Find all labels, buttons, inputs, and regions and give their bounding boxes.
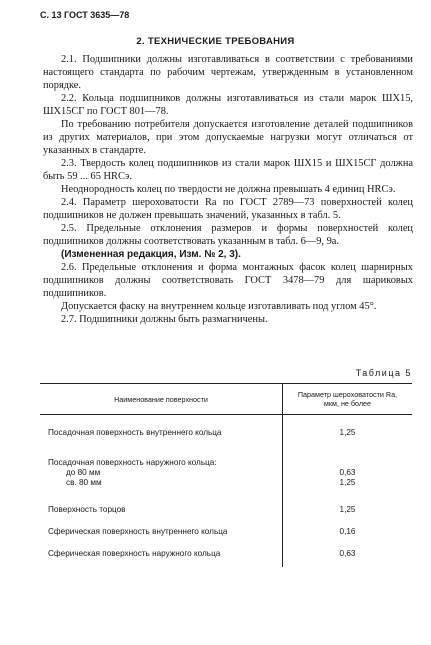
surface-cell: Поверхность торцов [48, 505, 126, 514]
paragraph-hardness: Неоднородность колец по твердости не должна превышать 4 единиц HRCэ. [61, 184, 396, 195]
value-cell: 0,63 [339, 549, 356, 558]
value-cell: 1,25 [339, 478, 356, 487]
paragraph-materials: По требованию потребителя допускается изготовление деталей подшипников из других материалов, при этом допускаемые нагрузки могут отличаться от указанных в стандарте. [43, 119, 413, 156]
page-header: С. 13 ГОСТ 3635—78 [40, 10, 130, 20]
surface-cell: Сферическая поверхность внутреннего кольца [48, 527, 228, 536]
section-title: 2. ТЕХНИЧЕСКИЕ ТРЕБОВАНИЯ [136, 36, 295, 47]
table-header-row [40, 384, 412, 415]
paragraph-2-7: 2.7. Подшипники должны быть размагничены. [61, 314, 268, 325]
paragraph-2-6: 2.6. Предельные отклонения и форма монтажных фасок колец шарнирных подшипников должны соответствовать ГОСТ 3478—79 для шариковых подшипников. [43, 262, 413, 299]
column-header-surface: Наименование поверхности [40, 384, 283, 415]
value-cell: 1,25 [339, 505, 356, 514]
requirements-text [43, 53, 413, 326]
surface-cell: до 80 мм [66, 468, 101, 477]
surface-cell: Посадочная поверхность наружного кольца: [48, 458, 217, 467]
paragraph-chamfer: Допускается фаску на внутреннем кольце изготавливать под углом 45°. [61, 301, 377, 312]
value-cell [283, 458, 412, 468]
amendment-note: (Измененная редакция, Изм. № 2, 3). [61, 249, 241, 260]
roughness-table [40, 383, 412, 567]
table-row [40, 499, 412, 527]
column-header-roughness: Параметр шероховатости Ra, мкм, не более [283, 384, 413, 415]
surface-cell: Посадочная поверхность внутреннего кольца [48, 428, 222, 437]
table-row [40, 527, 412, 549]
value-cell: 0,16 [339, 527, 356, 536]
value-cell: 1,25 [339, 428, 356, 437]
surface-cell: св. 80 мм [66, 478, 102, 487]
paragraph-2-1: 2.1. Подшипники должны изготавливаться в соответствии с требованиями настоящего стандарта по рабочим чертежам, утвержденным в установленном порядке. [43, 54, 413, 91]
value-cell: 0,63 [339, 468, 356, 477]
table-row [40, 549, 412, 567]
surface-cell: Сферическая поверхность наружного кольца [48, 549, 221, 558]
table-caption: Таблица 5 [355, 368, 412, 378]
table-row [40, 458, 412, 499]
paragraph-2-5: 2.5. Предельные отклонения размеров и формы поверхностей колец подшипников должны соответствовать указанным в табл. 6—9, 9а. [43, 223, 413, 247]
paragraph-2-2: 2.2. Кольца подшипников должны изготавливаться из стали марок ШХ15, ШХ15СГ по ГОСТ 801—78. [43, 93, 413, 117]
paragraph-2-3: 2.3. Твердость колец подшипников из стали марок ШХ15 и ШХ15СГ должна быть 59 ... 65 HRCэ. [43, 158, 413, 182]
table-row [40, 415, 412, 459]
paragraph-2-4: 2.4. Параметр шероховатости Ra по ГОСТ 2789—73 поверхностей колец подшипников не должен превышать значений, указанных в табл. 5. [43, 197, 413, 221]
